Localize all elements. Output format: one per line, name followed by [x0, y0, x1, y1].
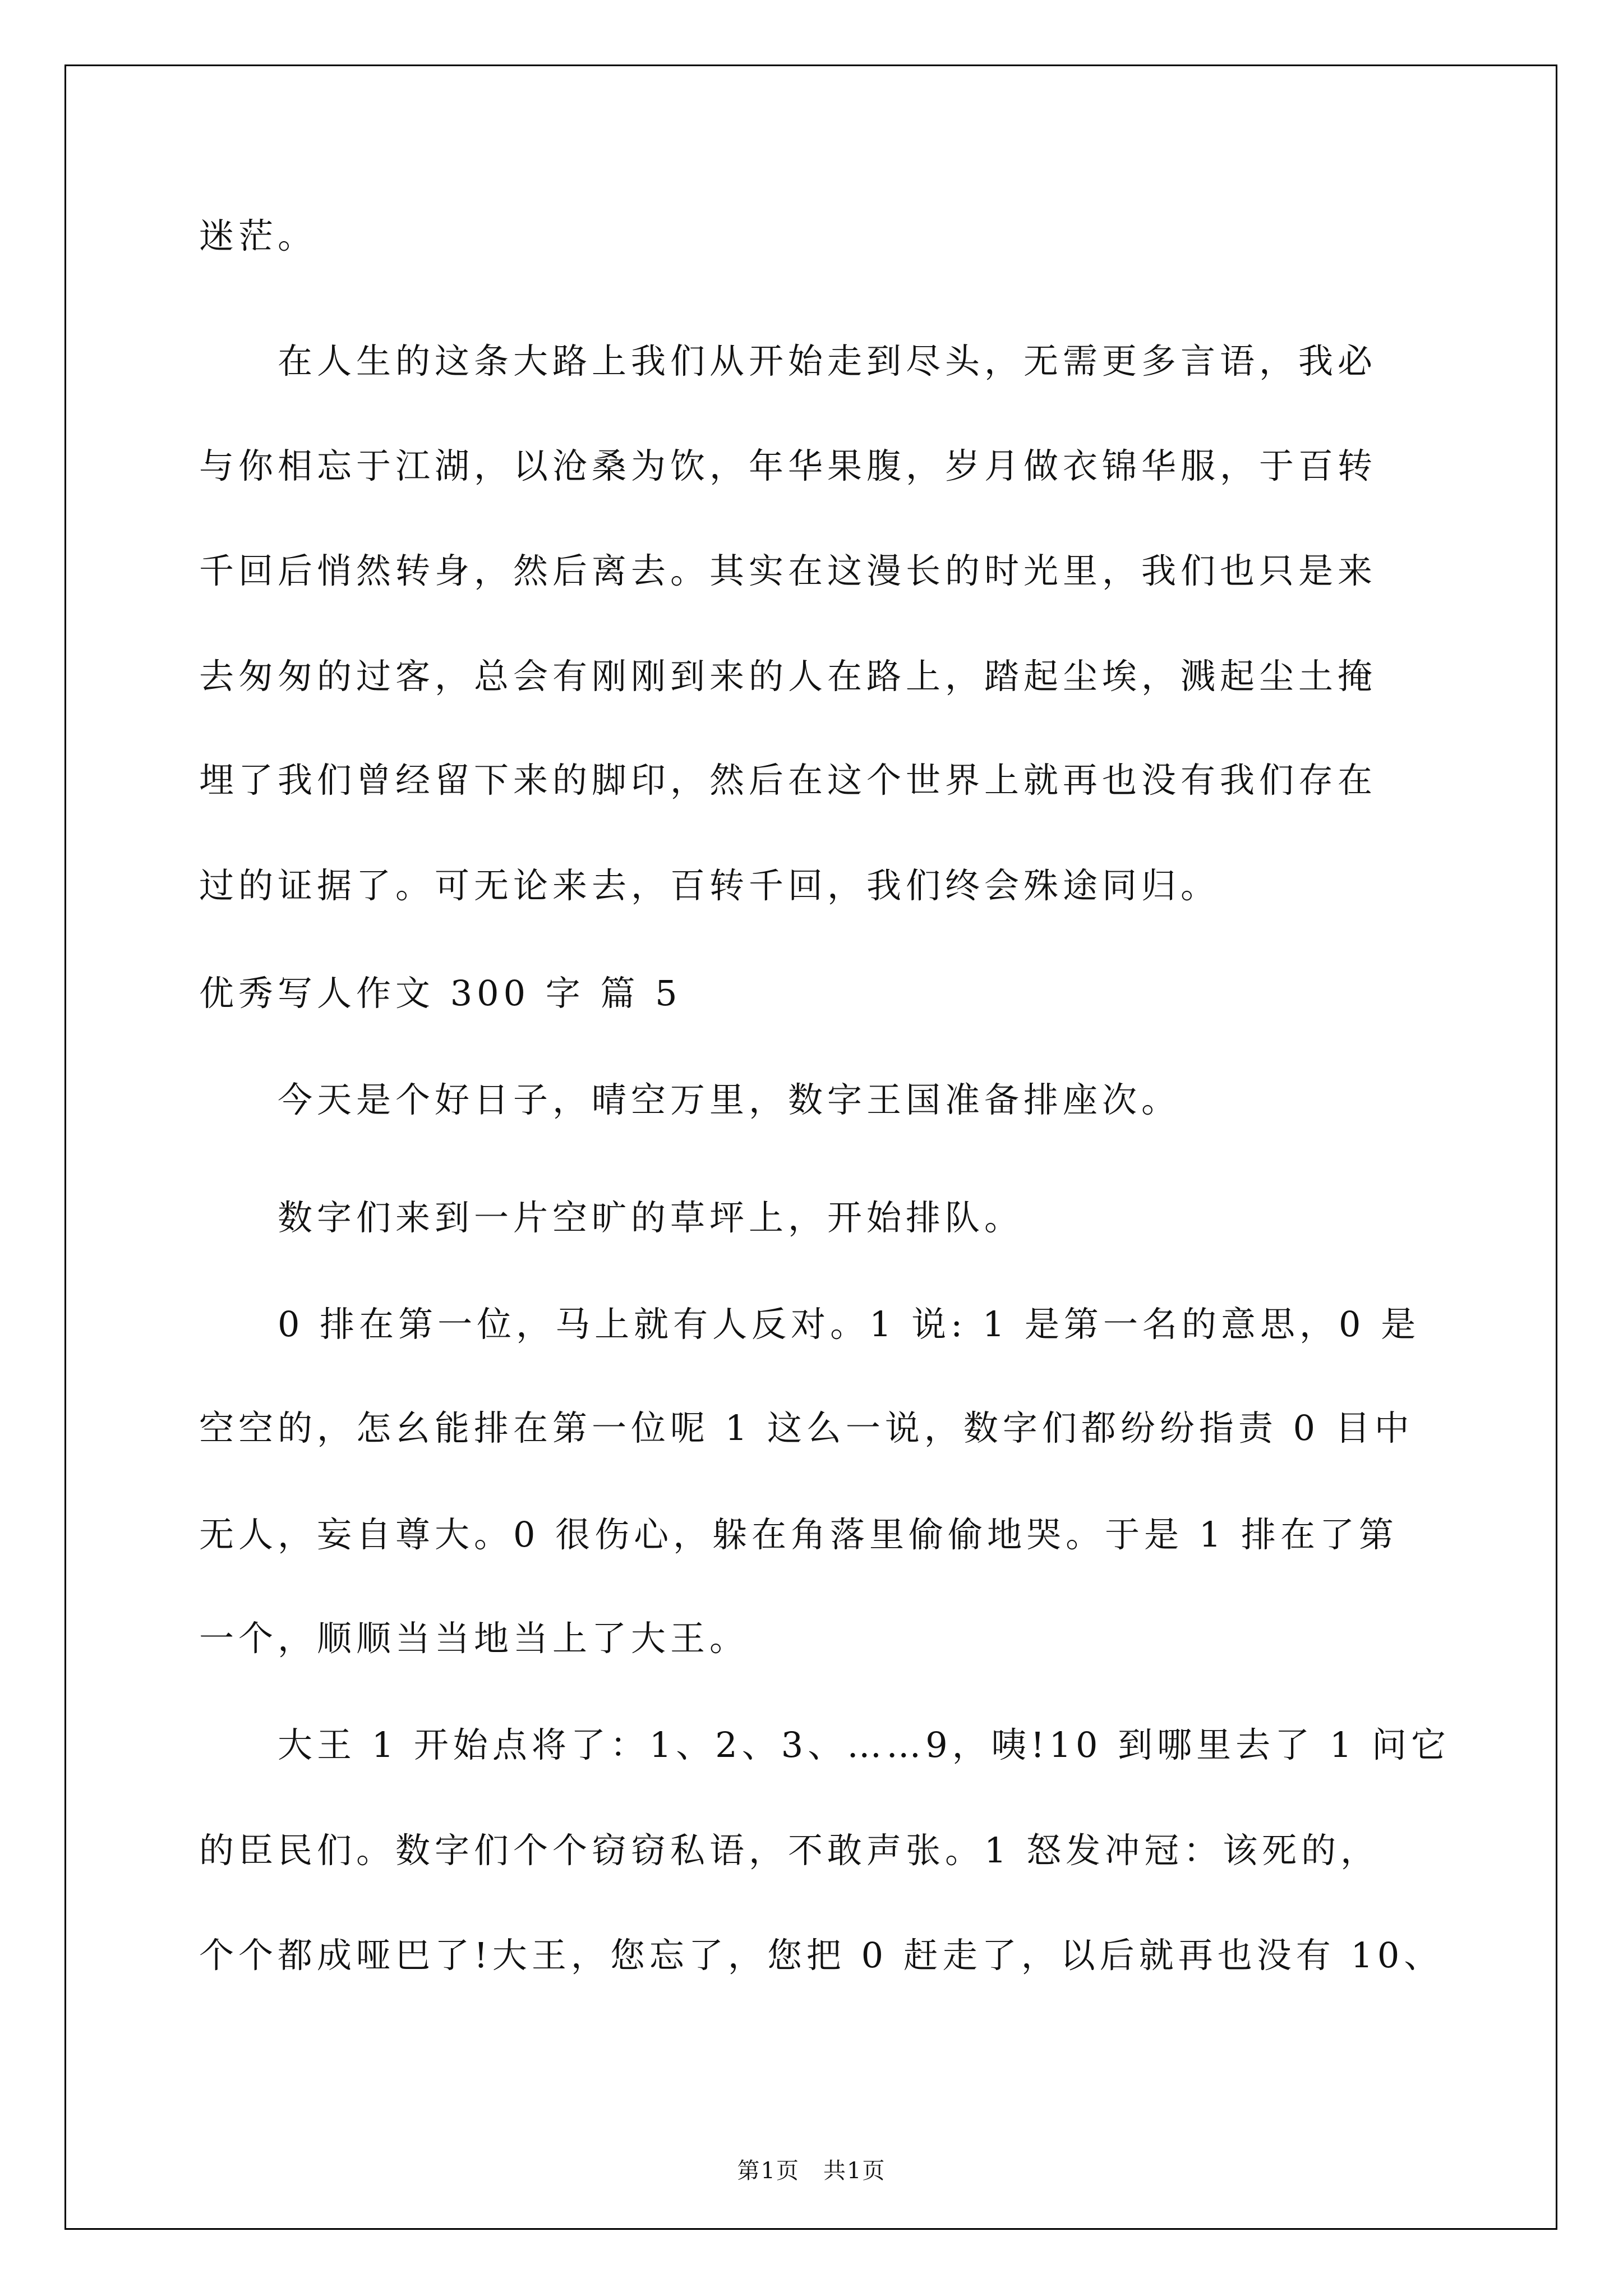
text-line: 的臣民们。数字们个个窃窃私语，不敢声张。1 怒发冲冠：该死的， [199, 1830, 1380, 1871]
text-line: 数字们来到一片空旷的草坪上，开始排队。 [199, 1197, 1024, 1238]
text-line: 埋了我们曾经留下来的脚印，然后在这个世界上就再也没有我们存在 [199, 760, 1377, 800]
text-line: 0 排在第一位，马上就有人反对。1 说: 1 是第一名的意思，0 是 [199, 1304, 1421, 1345]
text-line: 今天是个好日子，晴空万里，数字王国准备排座次。 [199, 1079, 1181, 1120]
text-line: 去匆匆的过客，总会有刚刚到来的人在路上，踏起尘埃，溅起尘土掩 [199, 656, 1377, 697]
page-number: 第1页 共1页 [737, 2158, 886, 2184]
text-line: 千回后悄然转身，然后离去。其实在这漫长的时光里，我们也只是来 [199, 550, 1377, 591]
text-line: 在人生的这条大路上我们从开始走到尽头，无需更多言语，我必 [199, 341, 1377, 381]
section-heading: 优秀写人作文 300 字 篇 5 [199, 973, 682, 1014]
text-line: 一个，顺顺当当地当上了大王。 [199, 1618, 749, 1659]
text-line: 迷茫。 [199, 215, 317, 256]
text-line: 与你相忘于江湖，以沧桑为饮，年华果腹，岁月做衣锦华服，于百转 [199, 445, 1377, 486]
text-line: 过的证据了。可无论来去，百转千回，我们终会殊途同归。 [199, 865, 1220, 906]
text-line: 无人，妄自尊大。0 很伤心，躲在角落里偷偷地哭。于是 1 排在了第 [199, 1514, 1399, 1555]
page-border [64, 65, 1557, 2230]
text-line: 个个都成哑巴了!大王，您忘了，您把 0 赶走了，以后就再也没有 10、 [199, 1935, 1444, 1976]
text-line: 大王 1 开始点将了：1、2、3、……9，咦!10 到哪里去了 1 问它 [199, 1724, 1451, 1765]
text-line: 空空的，怎幺能排在第一位呢 1 这么一说，数字们都纷纷指责 0 目中 [199, 1407, 1414, 1448]
